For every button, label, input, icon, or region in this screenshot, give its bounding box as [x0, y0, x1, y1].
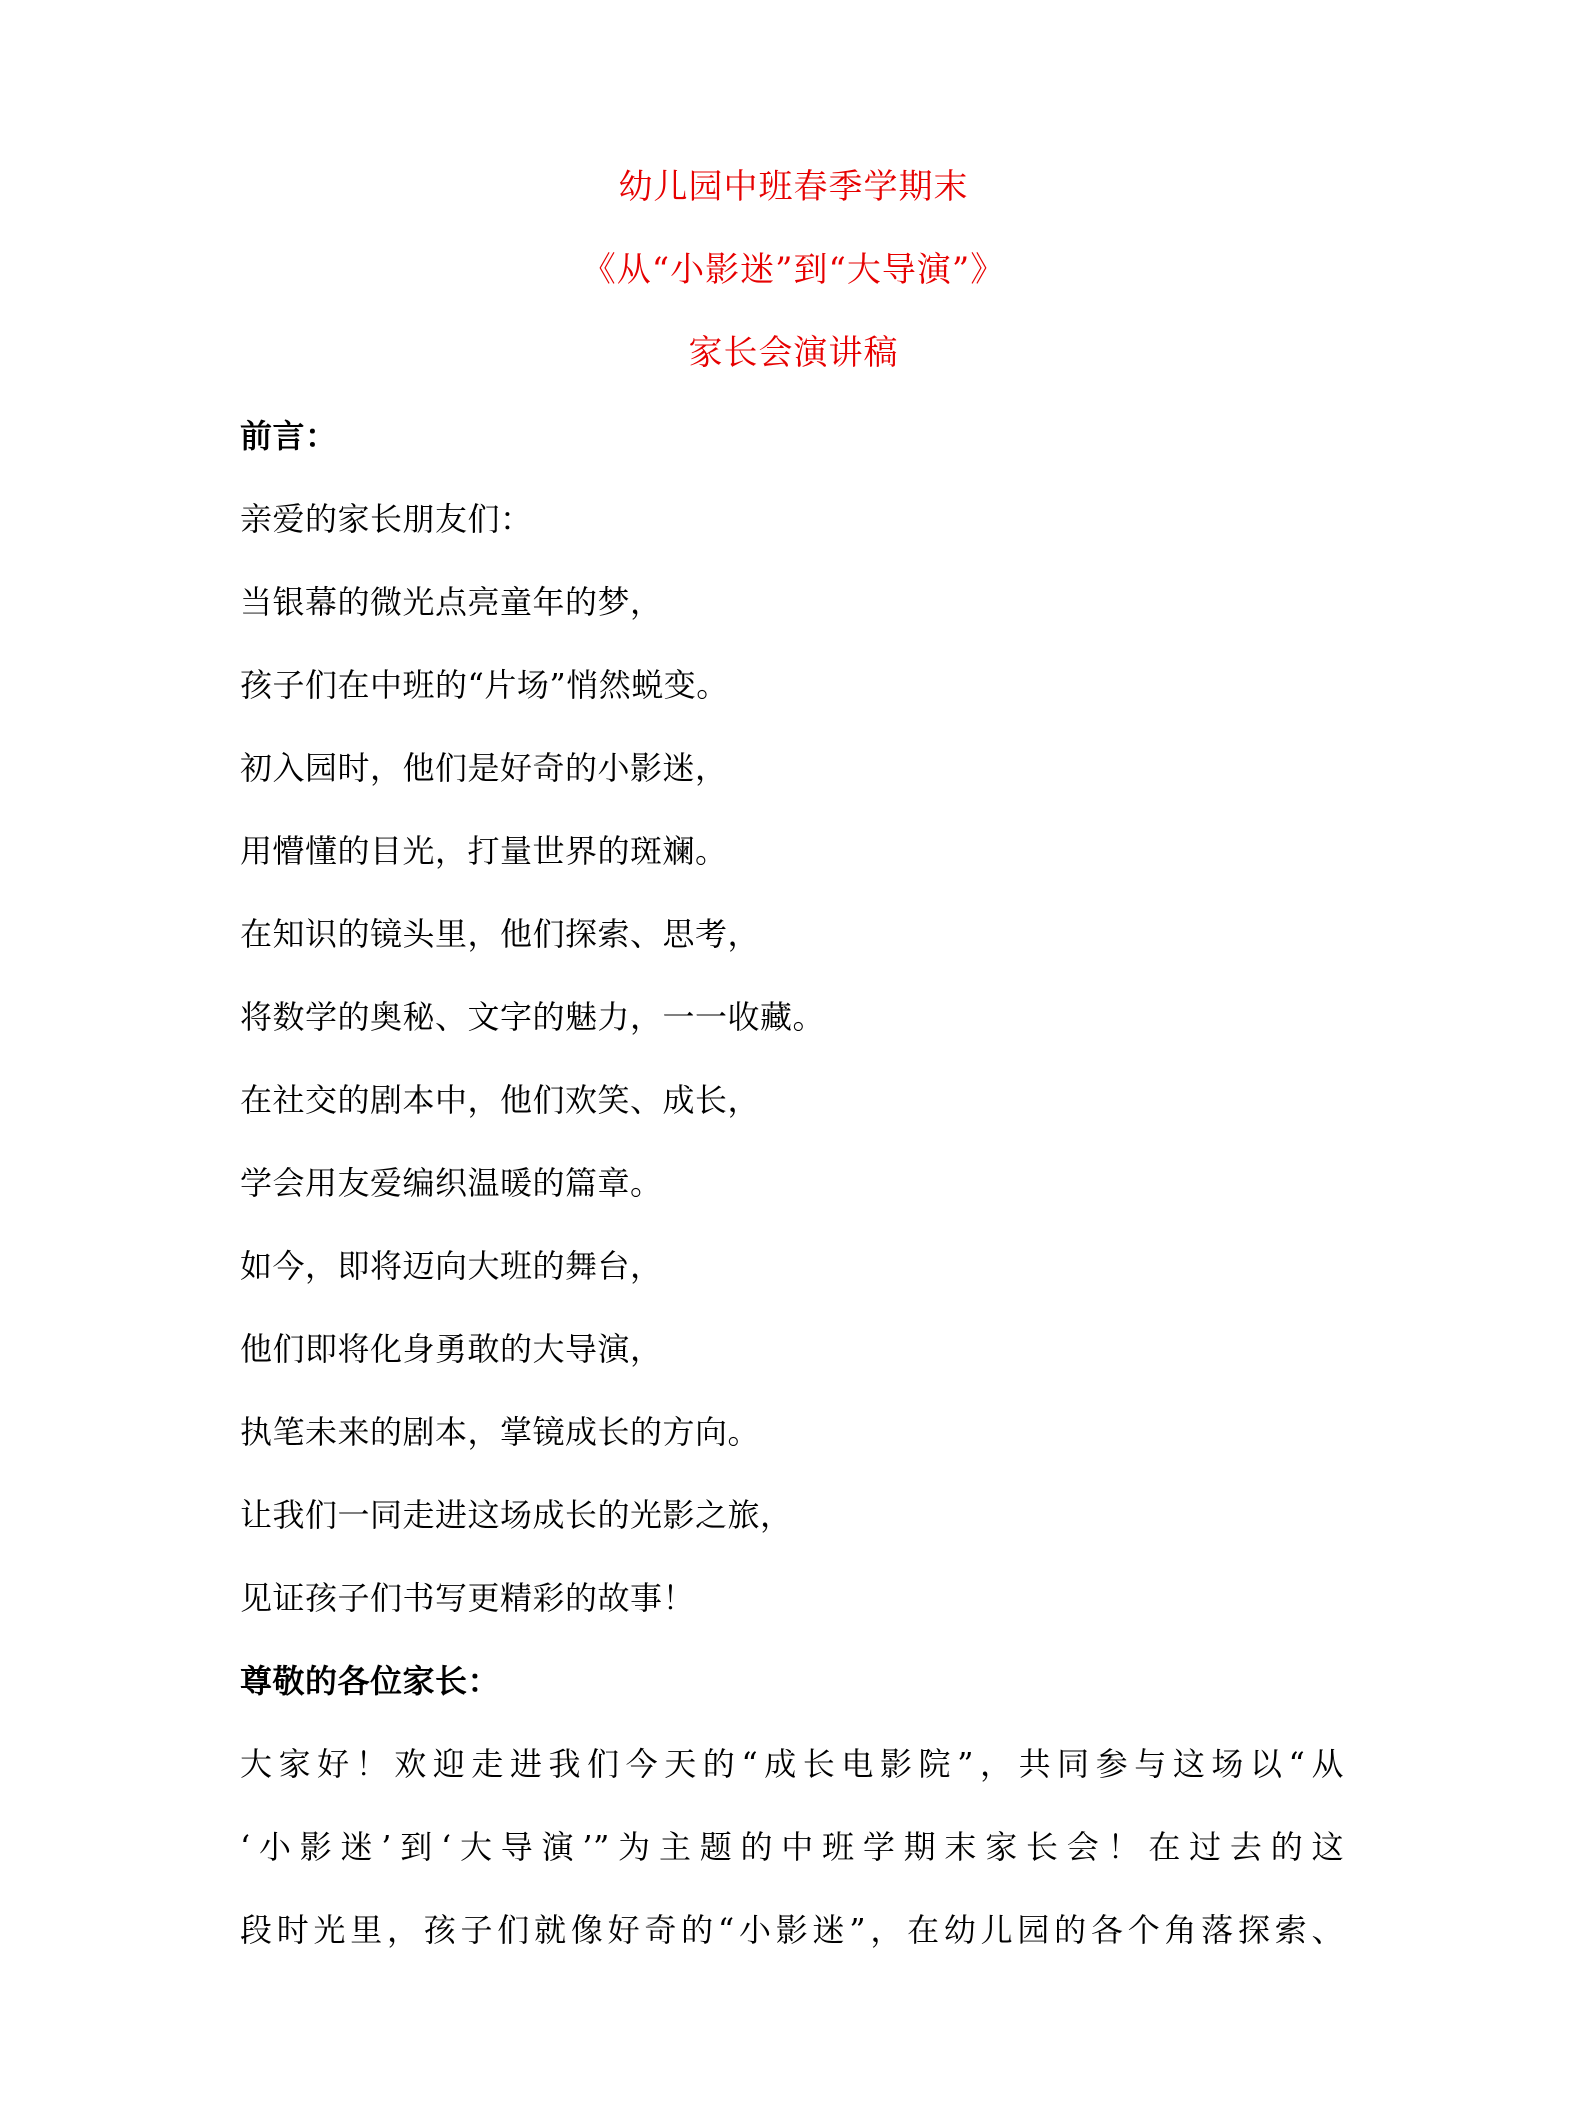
poem-line: 在知识的镜头里，他们探索、思考，	[240, 915, 761, 953]
poem-line: 如今，即将迈向大班的舞台，	[240, 1247, 663, 1285]
title-line-3: 家长会演讲稿	[688, 333, 899, 373]
poem-line: 见证孩子们书写更精彩的故事！	[240, 1579, 696, 1617]
document-title	[0, 146, 1587, 395]
poem-line: 让我们一同走进这场成长的光影之旅，	[240, 1496, 793, 1534]
poem-line: 学会用友爱编织温暖的篇章。	[240, 1164, 663, 1202]
poem-line: 用懵懂的目光，打量世界的斑斓。	[240, 832, 728, 870]
paragraph-line: ‘小影迷’到‘大导演’”为主题的中班学期末家长会！在过去的这	[240, 1828, 1344, 1866]
address-heading: 尊敬的各位家长：	[240, 1662, 501, 1700]
poem-line: 在社交的剧本中，他们欢笑、成长，	[240, 1081, 761, 1119]
poem-line: 将数学的奥秘、文字的魅力，一一收藏。	[240, 998, 826, 1036]
document-body	[240, 395, 1344, 1972]
preface-poem	[240, 561, 1344, 1640]
preface-salutation: 亲爱的家长朋友们：	[240, 500, 533, 538]
paragraph-line: 大家好！欢迎走进我们今天的“成长电影院”，共同参与这场以“从	[240, 1745, 1344, 1783]
poem-line: 孩子们在中班的“片场”悄然蜕变。	[240, 666, 729, 704]
poem-line: 执笔未来的剧本，掌镜成长的方向。	[240, 1413, 761, 1451]
poem-line: 他们即将化身勇敢的大导演，	[240, 1330, 663, 1368]
poem-line: 初入园时，他们是好奇的小影迷，	[240, 749, 728, 787]
paragraph-line: 段时光里，孩子们就像好奇的“小影迷”，在幼儿园的各个角落探索、	[240, 1911, 1344, 1949]
poem-line: 当银幕的微光点亮童年的梦，	[240, 583, 663, 621]
address-paragraph	[240, 1723, 1344, 1972]
title-line-2: 《从“小影迷”到“大导演”》	[581, 250, 1006, 290]
preface-heading: 前言：	[240, 417, 338, 455]
title-line-1: 幼儿园中班春季学期末	[618, 167, 969, 207]
